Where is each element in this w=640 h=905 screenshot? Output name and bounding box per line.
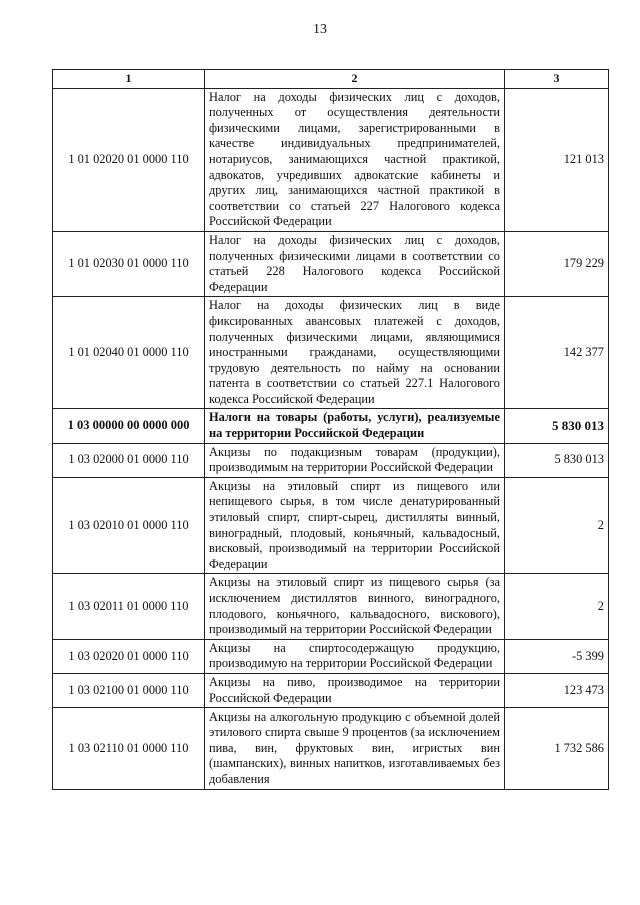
- revenue-name: Акцизы на алкогольную продукцию с объемной долей этилового спирта свыше 9 процентов (за исключением пива, вин, фруктовых вин, игристых вин (шампанских), винных напитков, изготавливаемых без добавления: [205, 708, 505, 790]
- revenue-amount: 5 830 013: [505, 443, 609, 477]
- revenue-code: 1 03 02020 01 0000 110: [53, 639, 205, 673]
- column-header-amount: 3: [505, 70, 609, 89]
- revenue-name: Налог на доходы физических лиц в виде фиксированных авансовых платежей с доходов, полученных физическими лицами, являющимися иностранными гражданами, осуществляющими трудовую деятельность по найму на основании патента в соответствии со статьей 227.1 Налогового кодекса Российской Федерации: [205, 297, 505, 409]
- table-row: [53, 639, 609, 673]
- column-header-code: 1: [53, 70, 205, 89]
- revenue-code: 1 03 02000 01 0000 110: [53, 443, 205, 477]
- revenue-amount: -5 399: [505, 639, 609, 673]
- table-row: [53, 477, 609, 574]
- revenue-code: 1 03 00000 00 0000 000: [53, 409, 205, 443]
- revenue-code: 1 03 02100 01 0000 110: [53, 673, 205, 707]
- table-header-row: [53, 70, 609, 89]
- budget-revenue-table: [52, 69, 609, 790]
- revenue-amount: 5 830 013: [505, 409, 609, 443]
- table-row: [53, 708, 609, 790]
- revenue-amount: 2: [505, 477, 609, 574]
- revenue-name: Акцизы на спиртосодержащую продукцию, производимую на территории Российской Федерации: [205, 639, 505, 673]
- revenue-name: Налог на доходы физических лиц с доходов, полученных от осуществления деятельности физическими лицами, зарегистрированными в качестве индивидуальных предпринимателей, нотариусов, занимающихся частной практикой, адвокатов, учредивших адвокатские кабинеты и других лиц, занимающихся частной практикой в соответствии со статьей 227 Налогового кодекса Российской Федерации: [205, 88, 505, 231]
- revenue-amount: 179 229: [505, 231, 609, 296]
- revenue-name: Акцизы по подакцизным товарам (продукции), производимым на территории Российской Федерации: [205, 443, 505, 477]
- page-number: 13: [313, 22, 327, 37]
- revenue-amount: 2: [505, 574, 609, 639]
- revenue-amount: 1 732 586: [505, 708, 609, 790]
- revenue-name: Налоги на товары (работы, услуги), реализуемые на территории Российской Федерации: [205, 409, 505, 443]
- revenue-code: 1 01 02020 01 0000 110: [53, 88, 205, 231]
- column-header-name: 2: [205, 70, 505, 89]
- revenue-amount: 142 377: [505, 297, 609, 409]
- revenue-amount: 123 473: [505, 673, 609, 707]
- revenue-code: 1 03 02110 01 0000 110: [53, 708, 205, 790]
- revenue-name: Акцизы на пиво, производимое на территории Российской Федерации: [205, 673, 505, 707]
- table-row: [53, 231, 609, 296]
- revenue-amount: 121 013: [505, 88, 609, 231]
- table-row: [53, 673, 609, 707]
- revenue-code: 1 01 02030 01 0000 110: [53, 231, 205, 296]
- table-row: [53, 443, 609, 477]
- revenue-code: 1 01 02040 01 0000 110: [53, 297, 205, 409]
- table-row: [53, 88, 609, 231]
- table-row: [53, 574, 609, 639]
- revenue-name: Акцизы на этиловый спирт из пищевого или непищевого сырья, в том числе денатурированный этиловый спирт, спирт-сырец, дистилляты винный, виноградный, плодовый, коньячный, кальвадосный, висковый, производимый на территории Российской Федерации: [205, 477, 505, 574]
- table-row-section-total: [53, 409, 609, 443]
- revenue-code: 1 03 02010 01 0000 110: [53, 477, 205, 574]
- revenue-name: Налог на доходы физических лиц с доходов, полученных физическими лицами в соответствии со статьей 228 Налогового кодекса Российской Федерации: [205, 231, 505, 296]
- table-row: [53, 297, 609, 409]
- revenue-name: Акцизы на этиловый спирт из пищевого сырья (за исключением дистиллятов винного, виноградного, плодового, коньячного, кальвадосного, вискового), производимый на территории Российской Федерации: [205, 574, 505, 639]
- revenue-code: 1 03 02011 01 0000 110: [53, 574, 205, 639]
